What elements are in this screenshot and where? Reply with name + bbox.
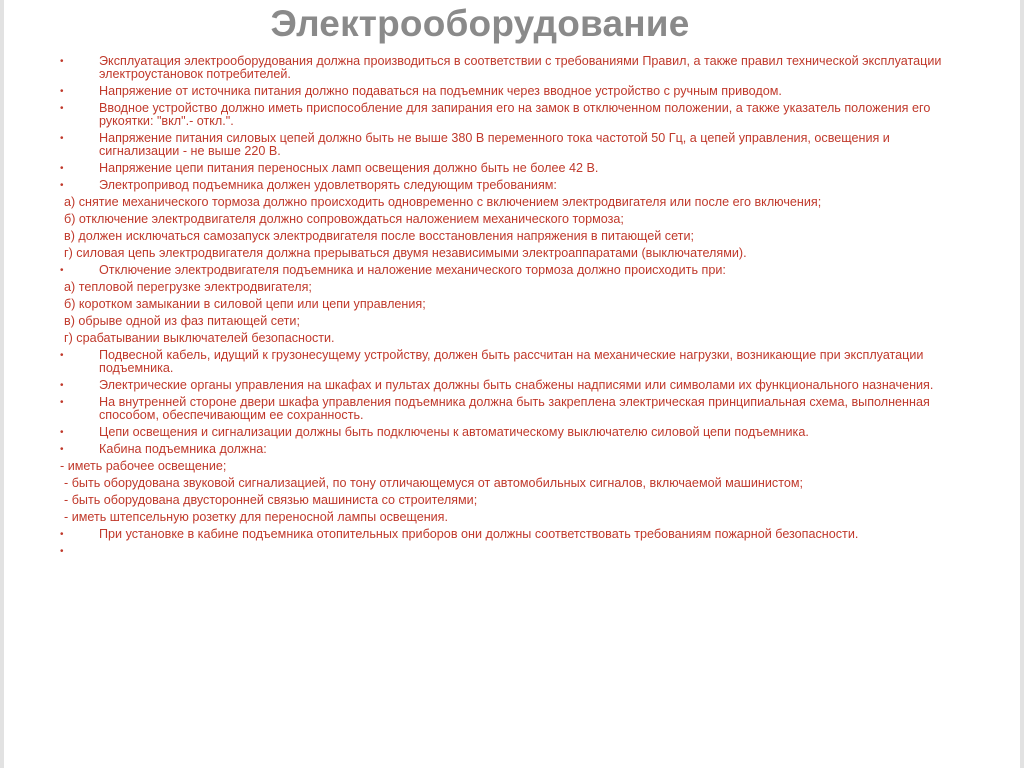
sub-item [58,298,973,311]
bullet-marker: • [60,380,64,391]
item-text: При установке в кабине подъемника отопительных приборов они должны соответствовать требованиям пожарной безопасности. [99,527,859,541]
bullet-marker: • [60,529,64,540]
sub-item [58,477,973,490]
bullet-item [58,396,973,422]
bullet-marker: • [60,86,64,97]
item-text: а) снятие механического тормоза должно происходить одновременно с включением электродвигателя или после его включения; [64,195,822,209]
bullet-marker: • [60,546,64,557]
item-text: На внутренней стороне двери шкафа управления подъемника должна быть закреплена электрическая принципиальная схема, выполненная способом, обеспечивающим ее сохранность. [99,395,930,422]
item-text: - иметь штепсельную розетку для переносной лампы освещения. [64,510,449,524]
item-text: Эксплуатация электрооборудования должна производиться в соответствии с требованиями Правил, а также правил технической эксплуатации электроустановок потребителей. [99,54,942,81]
bullet-item [58,179,973,192]
bullet-marker: • [60,350,64,361]
sub-item [58,196,973,209]
sub-item [58,281,973,294]
item-text: в) обрыве одной из фаз питающей сети; [64,314,300,328]
item-text: Подвесной кабель, идущий к грузонесущему устройству, должен быть рассчитан на механические нагрузки, возникающие при эксплуатации подъемника. [99,348,924,375]
bullet-marker: • [60,397,64,408]
slide-left-edge [0,0,4,768]
item-text: Электрические органы управления на шкафах и пультах должны быть снабжены надписями или символами их функционального назначения. [99,378,934,392]
sub-item [58,511,973,524]
dash-item [58,460,973,473]
item-text: в) должен исключаться самозапуск электродвигателя после восстановления напряжения в питающей сети; [64,229,694,243]
item-text: - быть оборудована звуковой сигнализацией, по тону отличающемуся от автомобильных сигналов, включаемой машинистом; [64,476,804,490]
item-text: а) тепловой перегрузке электродвигателя; [64,280,312,294]
bullet-marker: • [60,180,64,191]
item-text: б) отключение электродвигателя должно сопровождаться наложением механического тормоза; [64,212,624,226]
bullet-item [58,349,973,375]
item-text: г) силовая цепь электродвигателя должна прерываться двумя независимыми электроаппаратами (выключателями). [64,246,747,260]
bullet-item [58,426,973,439]
bullet-marker: • [60,163,64,174]
item-text: Напряжение питания силовых цепей должно быть не выше 380 В переменного тока частотой 50 Гц, а цепей управления, освещения и сигнализации - не выше 220 В. [99,131,890,158]
bullet-marker: • [60,56,64,67]
item-text: Кабина подъемника должна: [99,442,267,456]
bullet-item [58,132,973,158]
bullet-item [58,102,973,128]
bullet-item [58,55,973,81]
sub-item [58,332,973,345]
bullet-item [58,528,973,541]
bullet-item [58,85,973,98]
item-text: г) срабатывании выключателей безопасности. [64,331,335,345]
bullet-marker: • [60,133,64,144]
slide-right-edge [1020,0,1024,768]
bullet-item [58,379,973,392]
item-text: Отключение электродвигателя подъемника и наложение механического тормоза должно происходить при: [99,263,726,277]
sub-item [58,230,973,243]
item-text: Напряжение от источника питания должно подаваться на подъемник через вводное устройство с ручным приводом. [99,84,782,98]
bullet-item [58,264,973,277]
item-text: б) коротком замыкании в силовой цепи или цепи управления; [64,297,426,311]
item-text: Напряжение цепи питания переносных ламп освещения должно быть не более 42 В. [99,161,599,175]
sub-item [58,247,973,260]
sub-item [58,213,973,226]
bullet-marker: • [60,265,64,276]
page-title: Электрооборудование [270,3,690,44]
bullet-item [58,443,973,456]
item-text: Цепи освещения и сигнализации должны быть подключены к автоматическому выключателю силовой цепи подъемника. [99,425,809,439]
bullet-marker: • [60,103,64,114]
item-text: - быть оборудована двусторонней связью машиниста со строителями; [64,493,478,507]
item-text: Вводное устройство должно иметь приспособление для запирания его на замок в отключенном положении, а также указатель положения его рукоятки: "вкл".- откл.". [99,101,931,128]
bullet-marker: • [60,427,64,438]
bullet-marker: • [60,444,64,455]
item-text: - иметь рабочее освещение; [60,459,227,473]
content-list [58,54,973,557]
sub-item [58,494,973,507]
bullet-item [58,162,973,175]
item-text: Электропривод подъемника должен удовлетворять следующим требованиям: [99,178,557,192]
sub-item [58,315,973,328]
